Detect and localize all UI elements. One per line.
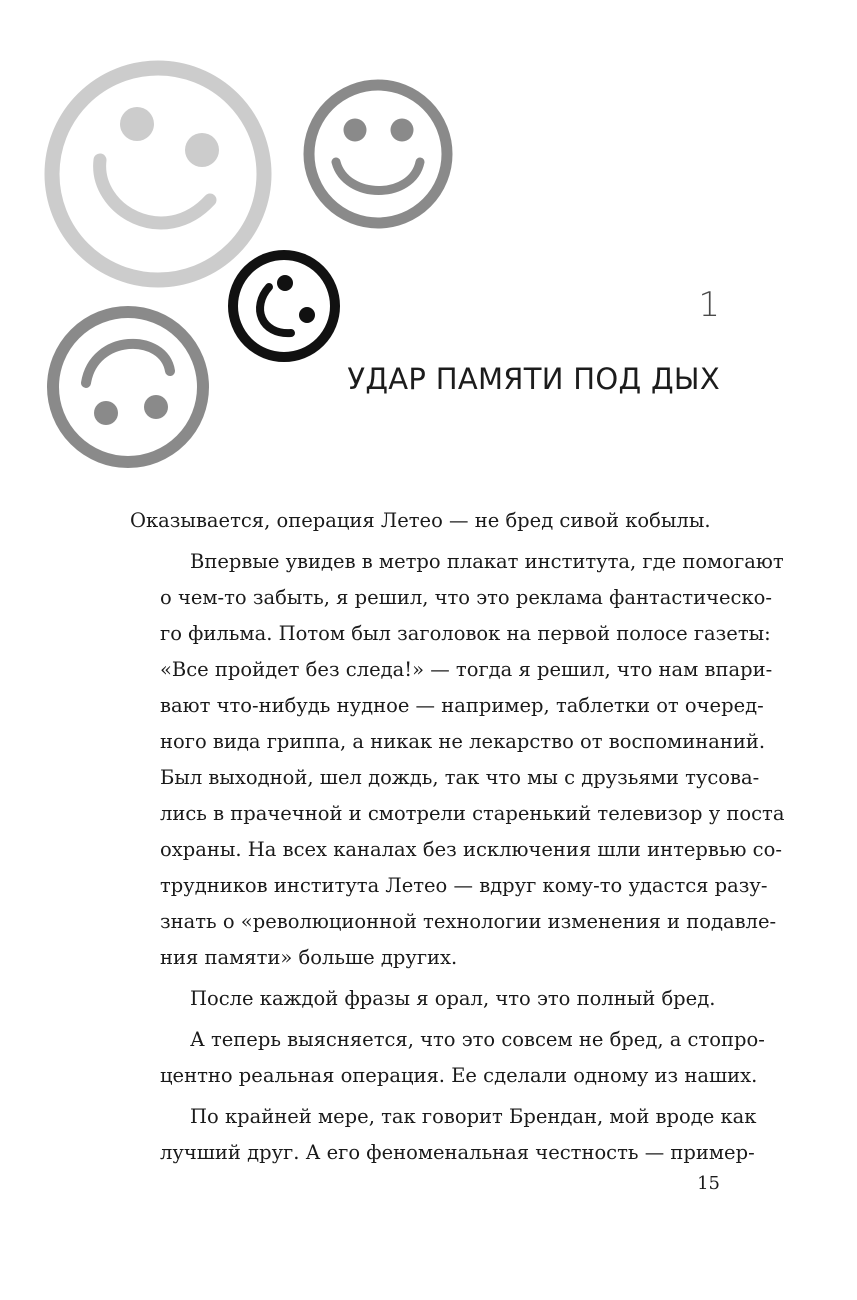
paragraph <box>130 981 721 1017</box>
smiley-small-dark-icon <box>227 249 341 363</box>
text-line: о чем-то забыть, я решил, что это реклама фантастическо- <box>160 586 772 609</box>
smiley-upside-down-icon <box>46 305 210 469</box>
smiley-medium-gray-icon <box>302 78 454 230</box>
text-line: ного вида гриппа, а никак не лекарство от воспоминаний. <box>160 730 766 753</box>
text-line: знать о «революционной технологии изменения и подавле- <box>160 910 777 933</box>
paragraph <box>130 1022 765 1094</box>
text-line: Был выходной, шел дождь, так что мы с друзьями тусова- <box>160 766 760 789</box>
paragraph <box>130 544 785 976</box>
text-line: трудников института Летео — вдруг кому-то удастся разу- <box>160 874 768 897</box>
text-line: центно реальная операция. Ее сделали одному из наших. <box>160 1064 758 1087</box>
text-line: А теперь выясняется, что это совсем не бред, а стопро- <box>190 1028 765 1051</box>
body-text <box>130 503 785 1171</box>
text-line: вают что-нибудь нудное — например, таблетки от очеред- <box>160 694 764 717</box>
text-line: После каждой фразы я орал, что это полный бред. <box>190 987 716 1010</box>
page-number: 15 <box>697 1173 720 1194</box>
chapter-number: 1 <box>698 285 720 325</box>
paragraph <box>130 503 721 539</box>
text-line: лучший друг. А его феноменальная честность — пример- <box>160 1141 755 1164</box>
text-line: лись в прачечной и смотрели старенький телевизор у поста <box>160 802 785 825</box>
text-line: «Все пройдет без следа!» — тогда я решил, что нам впари- <box>160 658 773 681</box>
paragraph <box>130 1099 757 1171</box>
smiley-illustration <box>0 0 470 480</box>
text-line: Оказывается, операция Летео — не бред сивой кобылы. <box>130 509 711 532</box>
text-line: го фильма. Потом был заголовок на первой полосе газеты: <box>160 622 771 645</box>
text-line: Впервые увидев в метро плакат института, где помогают <box>190 550 784 573</box>
chapter-title: УДАР ПАМЯТИ ПОД ДЫХ <box>347 362 720 396</box>
text-line: По крайней мере, так говорит Брендан, мой вроде как <box>190 1105 757 1128</box>
text-line: охраны. На всех каналах без исключения шли интервью со- <box>160 838 782 861</box>
text-line: ния памяти» больше других. <box>160 946 458 969</box>
